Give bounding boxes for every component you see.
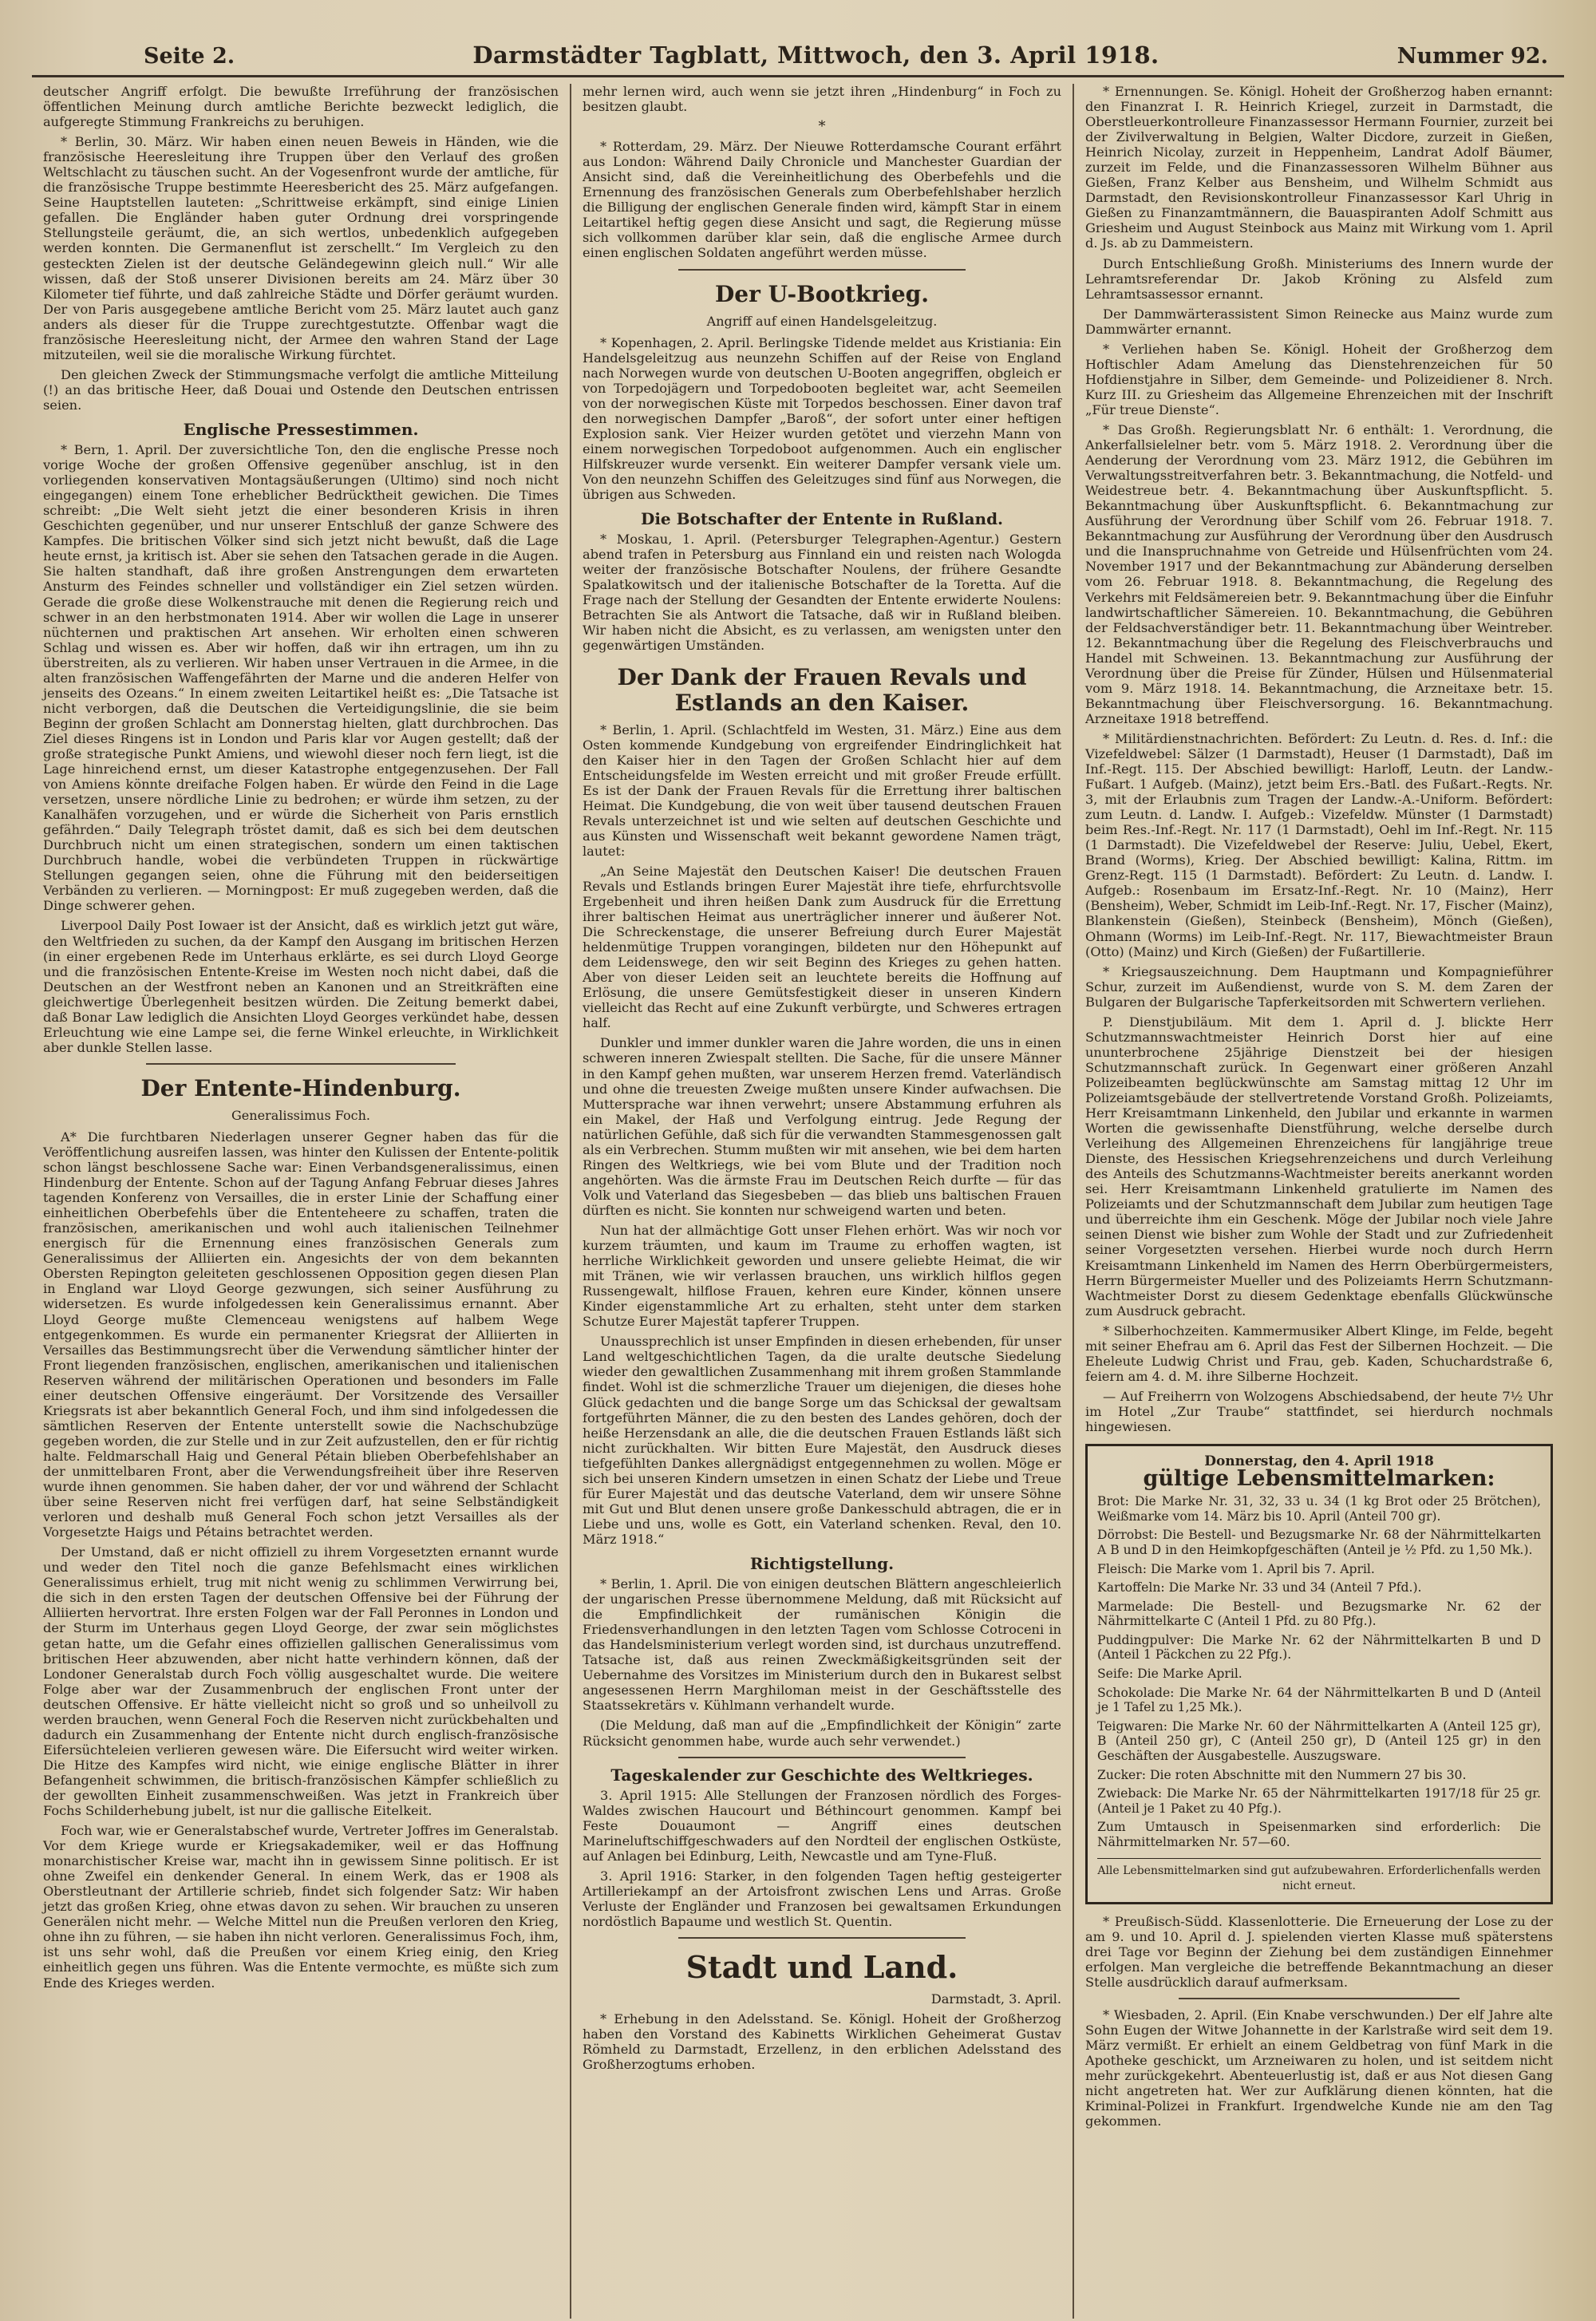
box-date: Donnerstag, den 4. April 1918 — [1204, 1453, 1434, 1470]
article-paragraph: * Kopenhagen, 2. April. Berlingske Tidende meldet aus Kristiania: Ein Handelsgeleitzug aus neunzehn Schiffen auf der Reise von England nach Norwegen wurde von deutschen U-Booten angegriffen, obgleich er von Torpedojägern und Torpedobooten begleitet war, acht Seemeilen von der norwegischen Küste mit Torpedos beschossen. Einer davon traf den norwegischen Dampfer „Baroß“, der sofort unter einer heftigen Explosion sank. Vier Heizer wurden getötet und vierzehn Mann von einem norwegischen Torpedoboot aufgenommen. Auch ein englischer Hilfskreuzer wurde versenkt. Ein weiterer Dampfer versank viele um. Von den neunzehn Schiffen des Geleitzuges sind fünf aus Norwegen, die übrigen aus Schweden. — [583, 334, 1061, 503]
article-paragraph: * Rotterdam, 29. März. Der Nieuwe Rotterdamsche Courant erfährt aus London: Während Daily Chronicle und Manchester Guardian der Ansicht sind, daß die Vereinheitlichung des Oberbefehls und die Ernennung des französischen Generals zum Oberbefehlshaber herzlich die Billigung der englischen Generale finden wird, kämpft Star in einem Leitartikel heftig gegen diese Ansicht und sagt, die Regierung müsse sich vollkommen darüber klar sein, daß die englische Armee durch einen englischen Soldaten angeführt werden müsse. — [583, 139, 1061, 261]
article-paragraph: „An Seine Majestät den Deutschen Kaiser! Die deutschen Frauen Revals und Estlands bringen Eurer Majestät ihre tiefe, ehrfurchtsvolle Ergebenheit und ihren heißen Dank zum Ausdruck für die Errettung ihrer baltischen Heimat aus unerträglicher innerer und äußerer Not. Die Schreckenstage, die unserer Befreiung durch Eurer Majestät heldenmütige Truppen vorangingen, bildeten nur den Höhepunkt auf dem Leidenswege, den wir seit Beginn des Krieges zu gehen hatten. Aber von dieser Leiden seit an leuchtete bereits die Hoffnung auf Erlösung, die unsere Gemütsfestigkeit dieser in unseren Kindern vielleicht das Recht auf eine Zukunft verbürgte, und Schweres ertragen half. — [583, 863, 1061, 1031]
article-paragraph: * Berlin, 1. April. (Schlachtfeld im Westen, 31. März.) Eine aus dem Osten kommende Kundgebung von ergreifender Eindringlichkeit hat den Kaiser hier in den Tagen der Großen Schlacht hier auf dem Entscheidungsfelde im Westen erreicht und mit großer Freude erfüllt. Es ist der Dank der Frauen Revals für die Errettung ihrer baltischen Heimat. Die Kundgebung, die von weit über tausend deutschen Frauen Revals unterzeichnet ist und wie selten auf deutschen Geschichte und aus Künsten und Wissenschaft weit bekannt gewordene Namen trägt, lautet: — [583, 722, 1061, 859]
box-entry: Schokolade: Die Marke Nr. 64 der Nährmittelkarten B und D (Anteil je 1 Tafel zu 1,25 Mk.). — [1097, 1685, 1541, 1715]
article-paragraph: 3. April 1916: Starker, in den folgenden Tagen heftig gesteigerter Artilleriekampf an der Artoisfront zwischen Lens und Arras. Große Verluste der Engländer und Franzosen bei gewaltsamen Erkundungen nordöstlich Bapaume und westlich St. Quentin. — [583, 1868, 1061, 1929]
article-paragraph: A* Die furchtbaren Niederlagen unserer Gegner haben das für die Veröffentlichung ausreifen lassen, was hinter den Kulissen der Entente-politik schon längst beschlossene Sache war: Einen Verbandsgeneralissimus, einen Hindenburg der Entente. Schon auf der Tagung Anfang Februar dieses Jahres tagenden Konferenz von Versailles, die in erster Linie der Schaffung einer einheitlichen Oberbefehls über die Ententeheere zu schaffen, traten die französischen, amerikanischen und wohl auch italienischen Teilnehmer energisch für die Ernennung eines französischen Generals zum Generalissimus der Alliierten ein. Angesichts der von dem bekannten Obersten Repington geleiteten geschlossenen Opposition gegen diesen Plan in England war Lloyd George gezwungen, sich seiner Ausführung zu widersetzen. Es wurde infolgedessen kein Generalissimus ernannt. Aber Lloyd George mußte Clemenceau wenigstens auf halbem Wege entgegenkommen. Es wurde ein permanenter Kriegsrat der Alliierten in Versailles das Bestimmungsrecht über die Verwendung sämtlicher hinter der Front liegenden französischen, englischen, amerikanischen und italienischen Reserven während der militärischen Operationen und besonders im Falle einer deutschen Offensive eingeräumt. Der Vorsitzende des Versailler Kriegsrats ist aber bekanntlich General Foch, und ihm sind infolgedessen die sämtlichen Reserven der Entente unterstellt sowie die Nachschubzüge gegeben worden, die zur Stelle und in zur Zeit aufzustellen, den er für richtig halte. Feldmarschall Haig und General Pétain blieben Oberbefehlshaber an der unmittelbaren Front, aber die Verwendungsfreiheit über ihre Reserven wurde ihnen genommen. Sie haben daher, der vor und während der Schlacht über seine Reserven nicht frei verfügen darf, hat seine Selbständigkeit verloren und deshalb muß General Foch schon jetzt Versailles als der Vorgesetzte Haigs und Pétains betrachtet werden. — [43, 1129, 559, 1540]
article-paragraph: * Wiesbaden, 2. April. (Ein Knabe verschwunden.) Der elf Jahre alte Sohn Eugen der Witwe Johannette in der Karlstraße wird seit dem 19. März vermißt. Er erhielt an einem Geldbetrag von fünf Mark in die Apotheke geschickt, um Arzneiwaren zu holen, und ist seitdem nicht mehr zurückgekehrt. Abenteuerlustig ist, daß er aus Not diesen Gang nicht angetreten hat. Wer zur Aufklärung dienen könnten, hat die Kriminal-Polizei in Frankfurt. Irgendwelche Kunde nie am den Tag gekommen. — [1085, 2007, 1553, 2129]
article-paragraph: Der Dammwärterassistent Simon Reinecke aus Mainz wurde zum Dammwärter ernannt. — [1085, 306, 1553, 337]
article-paragraph: * Silberhochzeiten. Kammermusiker Albert Klinge, im Felde, begeht mit seiner Ehefrau am 6. April das Fest der Silbernen Hochzeit. — Die Eheleute Ludwig Christ und Frau, geb. Kaden, Schuchardstraße 6, feiern am 4. d. M. ihre Silberne Hochzeit. — [1085, 1323, 1553, 1384]
section-heading: Richtigstellung. — [749, 1553, 895, 1573]
column-2 — [571, 84, 1074, 2319]
article-paragraph: * Moskau, 1. April. (Petersburger Telegraphen-Agentur.) Gestern abend trafen in Petersburg aus Finnland ein und reisten nach Wologda weiter der französische Botschafter Noulens, der frühere Gesandte Spalatkowitsch und der italienische Botschafter de la Toretta. Auf die Frage nach der Stellung der Gesandten der Entente erwiderte Noulens: Betrachten Sie als Antwort die Tatsache, daß wir in Rußland bleiben. Wir haben nicht die Absicht, es zu verlassen, am wenigsten unter den gegenwärtigen Umständen. — [583, 532, 1061, 654]
box-note: Alle Lebensmittelmarken sind gut aufzubewahren. Erforderlichenfalls werden nicht erneut. — [1097, 1858, 1541, 1894]
columns — [32, 84, 1564, 2319]
dateline: Darmstadt, 3. April. — [930, 1991, 1061, 2007]
article-paragraph: * Ernennungen. Se. Königl. Hoheit der Großherzog haben ernannt: den Finanzrat I. R. Heinrich Kriegel, zurzeit in Darmstadt, die Oberstleuerkontrolleure Finanzassessor Hermann Fournier, zurzeit bei der Zivilverwaltung in Belgien, Walter Dicdore, zurzeit in Gießen, Heinrich Nicolay, zurzeit in Heppenheim, Landrat Adolf Bäumer, zurzeit im Felde, und die Finanzassessoren Wilhelm Bühner aus Gießen, Franz Kelber aus Bensheim, und Wilhelm Schmidt aus Darmstadt, den Revisionskontrolleur Finanzassessor Karl Uhrig in Gießen zu Finanzamtmännern, die Bauaspiranten Adolf Schmitt aus Griesheim und August Steinbock aus Mainz mit Wirkung vom 1. April d. Js. ab zu Dammeistern. — [1085, 84, 1553, 251]
article-paragraph: Dunkler und immer dunkler waren die Jahre worden, die uns in einen schweren inneren Zwiespalt stellten. Die Sache, für die unsere Männer in den Kampf gehen mußten, war unserem Herzen fremd. Vaterländisch und ohne die treuesten Zweige mußten unsere Kinder aufwachsen. Die Muttersprache war ihnen verwehrt; unsere Abstammung erfuhren als ein Makel, der Haß und Verfolgung eintrug. Jede Regung der natürlichen Gefühle, daß sich für die verwandten Stammesgenossen galt als ein Verbrechen. Stumm mußten wir mit ansehen, wie bei dem harten Ringen des Weltkriegs, wie bei vom Blute und der Tradition noch angehörten. Was die ärmste Frau im Deutschen Reich durfte — für das Volk und Vaterland das Siegesbeben — das blieb uns baltischen Frauen dürften es nicht. Sie konnten nur schweigend warten und beten. — [583, 1035, 1061, 1218]
article-paragraph: Liverpool Daily Post Iowaer ist der Ansicht, daß es wirklich jetzt gut wäre, den Weltfrieden zu suchen, da der Kampf den Ausgang im britischen Herzen (in einer ergebenen Rede im Unterhaus erklärte, es sei durch Lloyd George und die französischen Entente-Kreise im Westen noch nicht dabei, daß die Deutschen an der Westfront neben an Kanonen und an Streitkräften eine gleichwertige Überlegenheit besitzen würden. Die Zeitung bemerkt dabei, daß Bonar Law lediglich die Ansichten Lloyd Georges verkündet habe, dessen Erleuchtung wie eine Lampe sei, die ferne Winkel erleuchte, in Wirklichkeit aber dunkle Stellen lasse. — [43, 918, 559, 1055]
article-paragraph: * Erhebung in den Adelsstand. Se. Königl. Hoheit der Großherzog haben den Vorstand des Kabinetts Wirklichen Geheimerat Gustav Römheld zu Darmstadt, Erzellenz, in den erblichen Adelsstand des Großherzogtums erhoben. — [583, 2011, 1061, 2073]
box-entry: Kartoffeln: Die Marke Nr. 33 und 34 (Anteil 7 Pfd.). — [1097, 1580, 1422, 1595]
article-paragraph: Nun hat der allmächtige Gott unser Flehen erhört. Was wir noch vor kurzem träumten, und kaum im Traume zu erhoffen wagten, ist herrliche Wirklichkeit geworden und unsere geliebte Heimat, die wir mit Tränen, wie wir verlassen brauchen, uns wirklich hilflos gegen Russengewalt, hilflose Frauen, kehren eure Kinder, können unsere Kinder eigenstammliche Art zu erhalten, steht unter dem starken Schutze Eurer Majestät tapferer Truppen. — [583, 1223, 1061, 1330]
divider — [678, 269, 966, 271]
section-title-stadt-und-land: Stadt und Land. — [685, 1949, 958, 1986]
box-entry: Puddingpulver: Die Marke Nr. 62 der Nährmittelkarten B und D (Anteil 1 Päckchen zu 22 Pfg.). — [1097, 1632, 1541, 1663]
article-paragraph: * Verliehen haben Se. Königl. Hoheit der Großherzog dem Hoftischler Adam Amelung das Dienstehrenzeichen für 50 Hofdienstjahre in Silber, dem Gemeinde- und Polizeidiener 8. Nrch. Kurz III. zu Griesheim das Allgemeine Ehrenzeichen mit der Inschrift „Für treue Dienste“. — [1085, 341, 1553, 417]
article-paragraph: Der Umstand, daß er nicht offiziell zu ihrem Vorgesetzten ernannt wurde und weder den Titel noch die ganze Befehlsmacht eines wirklichen Generalissimus erhielt, trug mit nicht wenig zu schlimmen Verwirrung bei, die sich in den ersten Tagen der deutschen Offensive bei der Führung der Alliierten hervortrat. Ihre ersten Folgen war der Fall Peronnes in London und der Sturm im Unterhaus gegen Lloyd George, der zwar sein möglichstes getan hatte, um die Gefahr eines offiziellen gallischen Generalissimus vom britischen Heer abzuwenden, aber nicht hatte verhindern können, daß der Londoner Generalstab durch Foch völlig ausgeschaltet wurde. Die weitere Folge aber war der Zusammenbruch der englischen Front unter der deutschen Offensive. Er hätte vielleicht nicht so groß und so unheilvoll zu werden brauchen, wenn General Foch die Reserven nicht zurückbehalten und dadurch ein Zusammenhang der Entente nicht durch englisch-französische Eifersüchteleien verlieren gewesen wäre. Die Eifersucht wird weiter wirken. Die Hitze des Kampfes wird nicht, wie einige englische Blätter in ihrer Befangenheit schwimmen, die britisch-französischen Kämpfer schließlich zu der gewollten Einheit zusammenschweißen. Was jetzt in Frankreich über Fochs Schilderhebung jubelt, ist nur die gallische Eitelkeit. — [43, 1544, 559, 1819]
box-entry: Zwieback: Die Marke Nr. 65 der Nährmittelkarten 1917/18 für 25 gr. (Anteil je 1 Paket zu 40 Pfg.). — [1097, 1786, 1541, 1816]
page-number: Seite 2. — [144, 44, 235, 69]
box-entry: Dörrobst: Die Bestell- und Bezugsmarke Nr. 68 der Nährmittelkarten A B und D in den Heimkopfgeschäften (Anteil je ½ Pfd. zu 1,50 Mk.). — [1097, 1528, 1541, 1557]
article-paragraph: — Auf Freiherrn von Wolzogens Abschiedsabend, der heute 7½ Uhr im Hotel „Zur Traube“ stattfindet, sei hierdurch nochmals hingewiesen. — [1085, 1388, 1553, 1434]
article-subheading: Generalissimus Foch. — [231, 1107, 370, 1123]
box-entry: Zum Umtausch in Speisenmarken sind erforderlich: Die Nährmittelmarken Nr. 57—60. — [1097, 1820, 1541, 1849]
article-subheading: Angriff auf einen Handelsgeleitzug. — [706, 313, 938, 329]
article-paragraph: Durch Entschließung Großh. Ministeriums des Innern wurde der Lehramtsreferendar Dr. Jakob Kröning zu Alsfeld zum Lehramtsassessor ernannt. — [1085, 255, 1553, 302]
article-paragraph: * Kriegsauszeichnung. Dem Hauptmann und Kompagnieführer Schur, zurzeit im Außendienst, wurde von S. M. dem Zaren der Bulgaren der Bulgarische Tapferkeitsorden mit Schwertern verliehen. — [1085, 963, 1553, 1010]
separator-star: * — [818, 118, 826, 136]
divider — [146, 1063, 456, 1065]
column-3 — [1074, 84, 1564, 2319]
article-paragraph: * Berlin, 1. April. Die von einigen deutschen Blättern angeschleierlich der ungarischen Presse übernommene Meldung, daß mit Rücksicht auf die Empfindlichkeit der rumänischen Königin die Friedensverhandlungen in den letzten Tagen vom Schlosse Cotroceni in das Handelsministerium verlegt worden sind, ist durchaus unzutreffend. Tatsache ist, daß aus reinen Zweckmäßigkeitsgründen seit der Uebernahme des Vorsitzes im Ministerium durch den in Bukarest selbst angesessenen Herrn Marghiloman meist in der Geschäftsstelle des Staatssekretärs v. Kühlmann verhandelt wurde. — [583, 1576, 1061, 1714]
article-paragraph: (Die Meldung, daß man auf die „Empfindlichkeit der Königin“ zarte Rücksicht genommen habe, wurde auch sehr verwendet.) — [583, 1718, 1061, 1749]
food-stamps-box — [1085, 1444, 1553, 1904]
box-entry: Fleisch: Die Marke vom 1. April bis 7. April. — [1097, 1561, 1375, 1576]
box-entry: Brot: Die Marke Nr. 31, 32, 33 u. 34 (1 kg Brot oder 25 Brötchen), Weißmarke vom 14. März bis 10. April (Anteil 700 gr). — [1097, 1494, 1541, 1524]
article-paragraph: * Berlin, 30. März. Wir haben einen neuen Beweis in Händen, wie die französische Heeresleitung ihre Truppen über den Verlauf des großen Weltschlacht zu täuschen sucht. An der Vogesenfront wurde der amtliche, für die französische Truppe bestimmte Heeresbericht des 25. März aufgefangen. Seine Hauptstellen lauteten: „Schrittweise erkämpft, sind einige Linien gefallen. Die Engländer haben guter Ordnung drei vorspringende Stellungsteile geräumt, die, an sich wertlos, unbedenklich aufgegeben werden konnten. Die Germanenflut ist zerschellt.“ Im Vergleich zu den gesteckten Zielen ist der deutsche Geländegewinn gleich null.“ Wir alle wissen, daß der Stoß unserer Divisionen bereits am 24. März über 30 Kilometer tief führte, und daß zahlreiche Städte und Dörfer geräumt wurden. Der von Paris ausgegebene amtliche Bericht vom 25. März lautet auch ganz anders als dieser für die Truppe zurechtgestutzte. Offenbar wagt die französische Heeresleitung nicht, der Armee den wahren Stand der Lage mitzuteilen, weil sie die moralische Wirkung fürchtet. — [43, 134, 559, 362]
article-paragraph: * Militärdienstnachrichten. Befördert: Zu Leutn. d. Res. d. Inf.: die Vizefeldwebel: Sälzer (1 Darmstadt), Heuser (1 Darmstadt), Daß im Inf.-Regt. 115. Der Abschied bewilligt: Harloff, Leutn. der Landw.-Fußart. 1 Aufgeb. (Mainz), jetzt beim Ers.-Batl. des Fußart.-Regts. Nr. 3, mit der Erlaubnis zum Tragen der Landw.-A.-Uniform. Befördert: zum Leutn. d. Landw. I. Aufgeb.: Vizefeldw. Münster (1 Darmstadt) beim Res.-Inf.-Regt. Nr. 117 (1 Darmstadt), Oehl im Inf.-Regt. Nr. 115 (1 Darmstadt). Die Vizefeldwebel der Reserve: Juliu, Uebel, Ekert, Brand (Worms), Krieg. Der Abschied bewilligt: Kalina, Rittm. im Grenz-Regt. 115 (1 Darmstadt). Befördert: Zu Leutn. d. Landw. I. Aufgeb.: Rosenbaum im Ersatz-Inf.-Regt. Nr. 10 (Mainz), Herr (Bensheim), Weber, Schmidt im Leib-Inf.-Regt. Nr. 17, Fischer (Mainz), Blankenstein (Gießen), Steinbeck (Bensheim), Mönch (Gießen), Ohmann (Worms) im Leib-Inf.-Regt. Nr. 117, Biewachtmeister Braun (Otto) (Mainz) und Kirch (Gießen) der Fußartillerie. — [1085, 730, 1553, 959]
page-header — [32, 42, 1564, 77]
article-paragraph: Den gleichen Zweck der Stimmungsmache verfolgt die amtliche Mitteilung (!) an das britische Heer, daß Douai und Ostende den Deutschen entrissen seien. — [43, 366, 559, 413]
masthead: Darmstädter Tagblatt, Mittwoch, den 3. April 1918. — [472, 42, 1159, 69]
article-paragraph: * Preußisch-Südd. Klassenlotterie. Die Erneuerung der Lose zu der am 9. und 10. April d. J. spielenden vierten Klasse muß späterstens drei Tage vor Beginn der Ziehung bei dem zuständigen Einnehmer erfolgen. Man vergleiche die betreffende Bekanntmachung an dieser Stelle ausdrücklich darauf aufmerksam. — [1085, 1913, 1553, 1990]
article-headline: Der Entente-Hindenburg. — [140, 1074, 461, 1101]
article-paragraph: Unaussprechlich ist unser Empfinden in diesen erhebenden, für unser Land weltgeschichtlichen Tagen, da die uralte deutsche Siedelung wieder den gewaltlichen Zusammenhang mit ihrem großen Stammlande findet. Wohl ist die schmerzliche Trauer um diejenigen, die dieses hohe Glück gedachten und die bange Sorge um das Schicksal der gewaltsam fortgeführten Männer, die zu den besten des Landes gehören, doch der heiße Herzensdank an alle, die die deutschen Frauen Estlands läßt sich nicht zurückhalten. Wir bitten Eure Majestät, den Ausdruck dieses tiefgefühlten Dankes allergnädigst entgegennehmen zu wollen. Möge er sich bei unseren Kindern umsetzen in einen Schatz der Liebe und Treue für Eurer Majestät und das deutsche Vaterland, dem wir unsere Söhne mit Gut und Blut denen unsere große Dankesschuld abtragen, die er in Liebe und uns, wolle es Gott, ein Vaterland schenken. Reval, den 10. März 1918.“ — [583, 1334, 1061, 1547]
box-entry: Seife: Die Marke April. — [1097, 1667, 1242, 1682]
column-1 — [32, 84, 571, 2319]
section-heading: Englische Pressestimmen. — [183, 419, 419, 439]
box-entry: Zucker: Die roten Abschnitte mit den Nummern 27 bis 30. — [1097, 1767, 1467, 1782]
article-paragraph: * Bern, 1. April. Der zuversichtliche Ton, den die englische Presse noch vorige Woche der großen Offensive gegenüber anschlug, ist in den vorliegenden konservativen Montagsäußerungen (Ultimo) sind noch nicht eingegangen) einem Tone erheblicher Bedrücktheit gewichen. Die Times schreibt: „Die Welt sieht jetzt die einer besonderen Krisis in ihren Geschichten gegenüber, und nur unserer Entschluß der ganze Schwere des Kampfes. Die britischen Völker sind sich jetzt nicht bewußt, daß die Lage heute ernst, ja kritisch ist. Aber sie sehen den Tatsachen gerade in die Augen. Sie halten standhaft, daß ihre großen Anstrengungen dem erwarteten Ansturm des Feindes schneller und vollständiger ein Ziel setzen würden. Gerade die große diese Wolkenstrauche mit denen die Regierung reich und schwer in an den herbstmonaten 1914. Aber wir wollen die Lage in unserer nüchternen und praktischen Art ansehen. Wir erholten einen schweren Schlag und wissen es. Aber wir hoffen, daß wir ihn ertragen, um ihn zu überstreiten, als zu verlieren. Wir haben unser Vertrauen in die Armee, in die alten französischen Waffengefährten der Marne und die anderen Helfer von jenseits des Ozeans.“ In einem zweiten Leitartikel heißt es: „Die Tatsache ist nicht verborgen, daß die Deutschen die Verteidigungslinie, die sie beim Beginn der großen Schlacht am Donnerstag hielten, glatt durchbrochen. Das Ziel dieses Ringens ist in London und Paris klar vor Augen gestellt; daß der große strategische Punkt Amiens, und wiewohl dieser noch fern liegt, ist die Lage hinreichend ernst, um dieser Katastrophe entgegenzusehen. Der Fall von Amiens könnte dreifache Folgen haben. Er würde den Feind in die Lage versetzen, unsere nördliche Linie zu bedrohen; er würde ihm setzen, zu der Kanalhäfen vorzugehen, und er würde die Sicherheit von Paris ernstlich gefährden.“ Daily Telegraph tröstet damit, daß es sich bei dem deutschen Durchbruch nicht um einen strategischen, sondern um einen taktischen Durchbruch handle, wobei die verbündeten Truppen in rückwärtige Stellungen gegangen seien, ohne die Führung mit den beiderseitigen Verbänden zu verlieren. — Morningpost: Er muß zugegeben werden, daß die Dinge schwerer gehen. — [43, 442, 559, 914]
article-headline: Der U-Bootkrieg. — [714, 280, 930, 307]
section-heading: Tageskalender zur Geschichte des Weltkrieges. — [610, 1765, 1033, 1785]
box-title: gültige Lebensmittelmarken: — [1143, 1466, 1495, 1492]
article-paragraph: Foch war, wie er Generalstabschef wurde, Vertreter Joffres im Generalstab. Vor dem Kriege wurde er Kriegsakademiker, weil er das Hoffnung monarchistischer Kreise war, macht ihn in gewissem Sinne politisch. Er ist ohne Zweifel ein denkender General. In einem Werk, das er 1908 als Oberstleutnant der Artillerie schrieb, findet sich folgender Satz: Wir haben jetzt das großen Krieg, ohne etwas davon zu sehen. Wir brauchen zu unseren Generälen nicht mehr. — Welche Mittel nun die Preußen verloren den Krieg, ohne ihn zu führen, — sie haben ihn nicht verloren. Generalissimus Foch, ihm, ist uns sehr wohl, daß die Preußen vor einem Krieg einig, den Krieg einheitlich gegen uns führen. Was die Entente vermochte, es müßte sich zum Ende des Krieges werden. — [43, 1823, 559, 1991]
issue-number: Nummer 92. — [1396, 44, 1548, 69]
section-heading: Die Botschafter der Entente in Rußland. — [640, 509, 1004, 529]
divider — [678, 1757, 966, 1758]
article-headline: Der Dank der Frauen Revals und Estlands an den Kaiser. — [617, 663, 1027, 716]
article-paragraph: mehr lernen wird, auch wenn sie jetzt ihren „Hindenburg“ in Foch zu besitzen glaubt. — [583, 84, 1061, 115]
box-entry: Teigwaren: Die Marke Nr. 60 der Nährmittelkarten A (Anteil 125 gr), B (Anteil 250 gr), C (Anteil 250 gr), D (Anteil 125 gr) in den Geschäften der Ausgabestelle. Auszugsware. — [1097, 1718, 1541, 1764]
box-entry: Marmelade: Die Bestell- und Bezugsmarke Nr. 62 der Nährmittelkarte C (Anteil 1 Pfd. zu 80 Pfg.). — [1097, 1599, 1541, 1629]
article-paragraph: 3. April 1915: Alle Stellungen der Franzosen nördlich des Forges-Waldes zwischen Haucourt und Béthincourt genommen. Kampf bei Feste Douaumont — Angriff eines deutschen Marineluftschiffgeschwaders auf den Nordteil der englischen Ostküste, auf Anlagen bei Edinburg, Leith, Newcastle und am Tyne-Fluß. — [583, 1787, 1061, 1864]
divider — [678, 1937, 966, 1939]
article-paragraph: deutscher Angriff erfolgt. Die bewußte Irreführung der französischen öffentlichen Meinung durch amtliche Berichte bezweckt lediglich, die aufgeregte Stimmung Frankreichs zu beruhigen. — [43, 84, 559, 130]
article-paragraph: P. Dienstjubiläum. Mit dem 1. April d. J. blickte Herr Schutzmannswachtmeister Heinrich Dorst hier auf eine ununterbrochene 25jährige Dienstzeit bei der hiesigen Schutzmannschaft zurück. In Gegenwart einer größeren Anzahl Polizeibeamten beglückwünschte am Samstag mittag 12 Uhr im Polizeiamtsgebäude der stellvertretende Vorstand Großh. Polizeiamts, Herr Kreisamtmann Linkenheld, den Jubilar und erkannte in warmen Worten die gewissenhafte Dienstführung, welche derselbe durch Verleihung des Allgemeinen Ehrenzeichens für langjährige treue Dienste, des Hessischen Kriegsehrenzeichens und durch Verleihung des Anteils des Schutzmanns-Wachtmeister bereits anerkannt worden sei. Herr Kreisamtmann Linkenheld gratulierte im Namen des Polizeiamts und der Schutzmannschaft dem Jubilar zum heutigen Tage und überreichte ihm ein Geschenk. Möge der Jubilar noch viele Jahre seinen Dienst wie bisher zum Wohle der Stadt und zur Zufriedenheit seiner Vorgesetzten versehen. Hierbei wurde noch durch Herrn Kreisamtmann Linkenheld im Namen des Herrn Oberbürgermeisters, Herrn Bürgermeister Mueller und des Polizeiamts Herrn Schutzmann-Wachtmeister Dorst zu diesem Gedenktage ebenfalls Glückwünsche zum Ausdruck gebracht. — [1085, 1014, 1553, 1319]
divider — [1179, 1998, 1460, 1999]
article-paragraph: * Das Großh. Regierungsblatt Nr. 6 enthält: 1. Verordnung, die Ankerfallsielelner betr. vom 5. März 1918. 2. Verordnung über die Aenderung der Verordnung vom 23. März 1912, die Gebühren im Verwaltungsstreitverfahren betr. 3. Bekanntmachung, die Notfeld- und Weidestreue betr. 4. Bekanntmachung über Auskunftspflicht. 5. Bekanntmachung über Auskunftspflicht. 6. Bekanntmachung zur Ausführung der Verordnung über Schilf vom 26. Februar 1918. 7. Bekanntmachung zur Ausführung der Verordnung über den Ausdrusch und die Inanspruchnahme von Getreide und Hülsenfrüchten vom 24. November 1917 und der Bekanntmachung zur Abänderung derselben vom 26. Februar 1918. 8. Bekanntmachung, die Regelung des Verkehrs mit Feldsämereien betr. 9. Bekanntmachung über die Einfuhr landwirtschaftlicher Sämereien. 10. Bekanntmachung, die Gebühren der Feldsachverständiger betr. 11. Bekanntmachung über Weintreber. 12. Bekanntmachung über die Regelung des Fleischverbrauchs und Handel mit Schweinen. 13. Bekanntmachung zur Ausführung der Verordnung über die Preise für Zünder, Hülsen und Hülsenmaterial vom 9. März 1918. 14. Bekanntmachung, die Arzneitaxe betr. 15. Bekanntmachung über Fleischversorgung. 16. Bekanntmachung. Arzneitaxe 1918 betreffend. — [1085, 421, 1553, 726]
